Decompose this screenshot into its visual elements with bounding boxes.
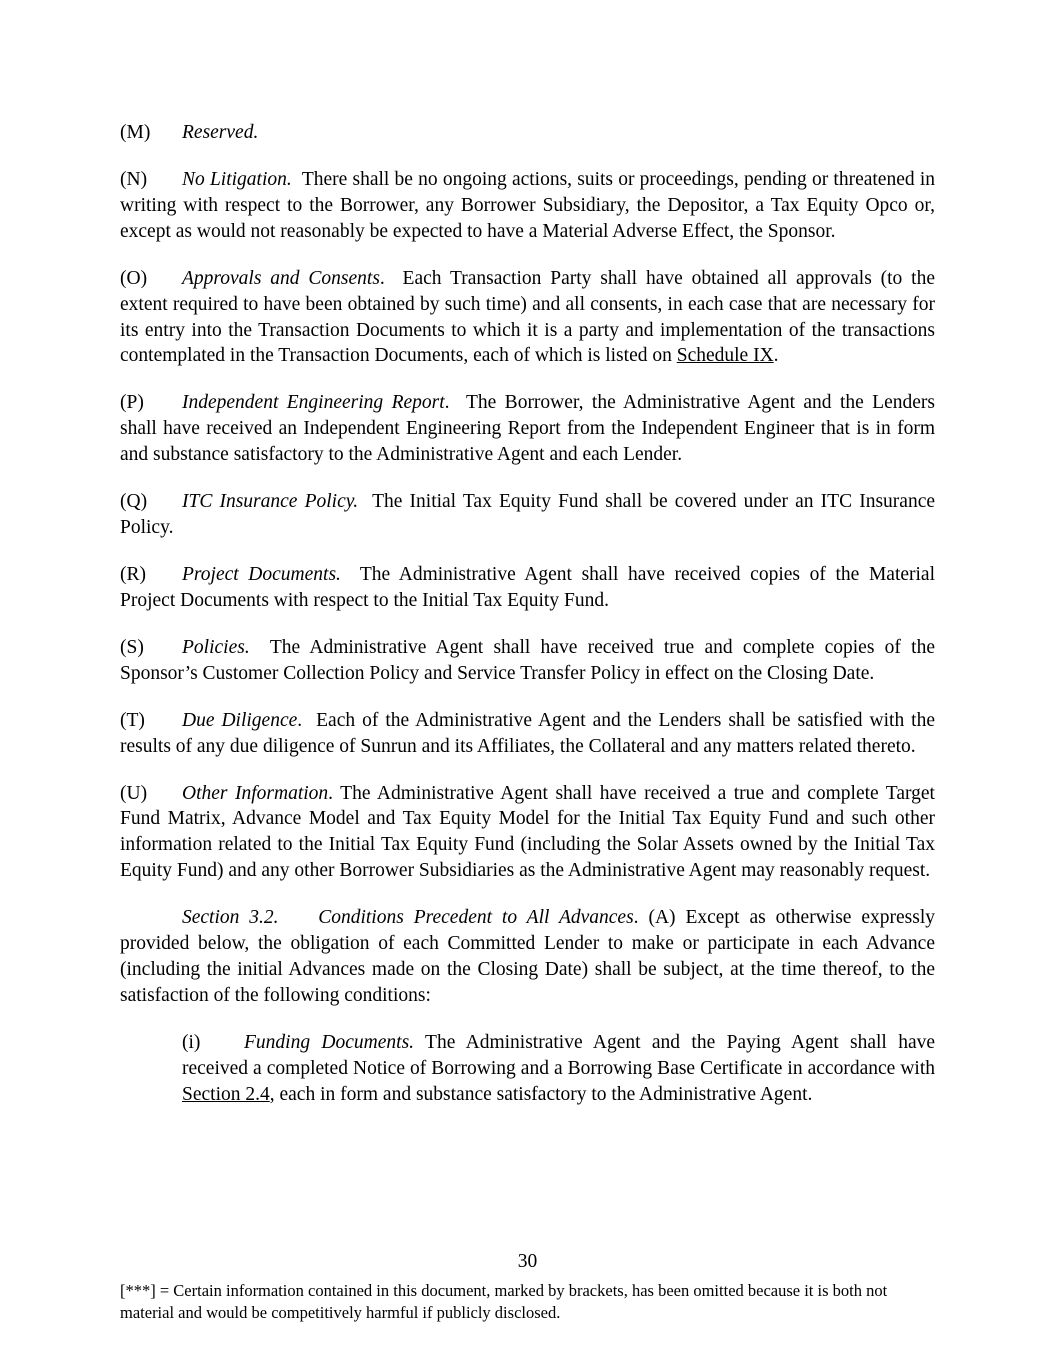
paragraph-heading-suffix: . [328,782,334,804]
section-2-4-reference[interactable]: Section 2.4 [182,1083,270,1105]
paragraph-text: The Administrative Agent shall have received copies of the Material Project Documents with respect to the Initial Tax Equity Fund. [120,563,936,611]
subparagraph-marker: (i) [182,1031,201,1053]
subparagraph-heading: Funding Documents. [244,1031,415,1053]
paragraph-heading-suffix: . [297,709,303,731]
paragraph-marker: (N) [120,168,148,190]
paragraph-text: There shall be no ongoing actions, suits or proceedings, pending or threatened in writing with respect to the Borrower, any Borrower Subsidiary, the Depositor, a Tax Equity Opco or, except as would not reasonably be expected to have a Material Adverse Effect, the Sponsor. [120,168,935,242]
paragraph-heading: ITC Insurance Policy. [182,491,359,513]
paragraph-heading: Approvals and Consents [182,267,380,289]
paragraph-heading: Project Documents. [182,563,341,585]
paragraph-marker: (U) [120,782,148,804]
paragraph-o [120,266,935,370]
subparagraph-text-before: The Administrative Agent and the Paying Agent shall have received a completed Notice of Borrowing and a Borrowing Base Certificate in accordance with [182,1031,935,1079]
schedule-ix-reference[interactable]: Schedule IX [676,345,774,367]
paragraph-marker: (M) [120,122,151,143]
paragraph-heading-suffix: . [444,392,450,414]
paragraph-m [120,120,935,146]
paragraph-marker: (T) [120,709,145,731]
paragraph-heading: No Litigation. [182,168,292,190]
paragraph-marker: (P) [120,392,144,414]
paragraph-marker: (R) [120,563,146,585]
paragraph-text-after: . [773,345,779,367]
paragraph-text: The Initial Tax Equity Fund shall be covered under an ITC Insurance Policy. [120,491,935,539]
paragraph-text: The Administrative Agent shall have received true and complete copies of the Sponsor’s Customer Collection Policy and Service Transfer Policy in effect on the Closing Date. [120,636,935,684]
section-number: Section 3.2. [182,907,279,929]
paragraph-text: The Administrative Agent shall have received a true and complete Target Fund Matrix, Advance Model and Tax Equity Model for the Initial Tax Equity Fund and such other information related to the Initial Tax Equity Fund (including the Solar Assets owned by the Initial Tax Equity Fund) and any other Borrower Subsidiaries as the Administrative Agent may reasonably request. [120,782,935,882]
paragraph-heading: Due Diligence [182,709,298,731]
paragraph-heading: Reserved. [182,122,259,143]
paragraph-r [120,562,935,614]
section-text: (A) Except as otherwise expressly provided below, the obligation of each Committed Lender to make or participate in each Advance (including the initial Advances made on the Closing Date) shall be subject, at the time thereof, to the satisfaction of the following conditions: [120,907,936,1006]
section-3-2 [120,905,935,1009]
paragraph-q [120,489,935,541]
paragraph-marker: (Q) [120,491,148,513]
page-number: 30 [517,1251,538,1272]
paragraph-n [120,167,935,245]
paragraph-text: The Borrower, the Administrative Agent and the Lenders shall have received an Independent Engineering Report from the Independent Engineer that is in form and substance satisfactory to the Administrative Agent and each Lender. [120,392,935,466]
subparagraph-i [120,1030,935,1108]
paragraph-text: Each Transaction Party shall have obtained all approvals (to the extent required to have been obtained by such time) and all consents, in each case that are necessary for its entry into the Transaction Documents to which it is a party and implementation of the transactions contemplated in the Transaction Documents, each of which is listed on [120,267,935,367]
section-heading: Conditions Precedent to All Advances [318,907,634,929]
paragraph-p [120,390,935,468]
paragraph-heading: Other Information [182,782,329,804]
paragraph-text: Each of the Administrative Agent and the Lenders shall be satisfied with the results of any due diligence of Sunrun and its Affiliates, the Collateral and any matters related thereto. [120,709,936,757]
document-body [120,120,935,1108]
paragraph-s [120,635,935,687]
paragraph-heading-suffix: . [379,267,385,289]
footer-confidentiality-note: [***] = Certain information contained in this document, marked by brackets, has been omitted because it is both not material and would be competitively harmful if publicly disclosed. [120,1281,888,1322]
subparagraph-text-after: , each in form and substance satisfactory to the Administrative Agent. [269,1083,813,1105]
paragraph-marker: (O) [120,267,148,289]
paragraph-heading: Policies. [182,636,250,658]
paragraph-heading: Independent Engineering Report [182,392,445,414]
paragraph-marker: (S) [120,636,144,658]
section-heading-suffix: . [633,907,639,929]
paragraph-u [120,781,935,885]
paragraph-t [120,708,935,760]
